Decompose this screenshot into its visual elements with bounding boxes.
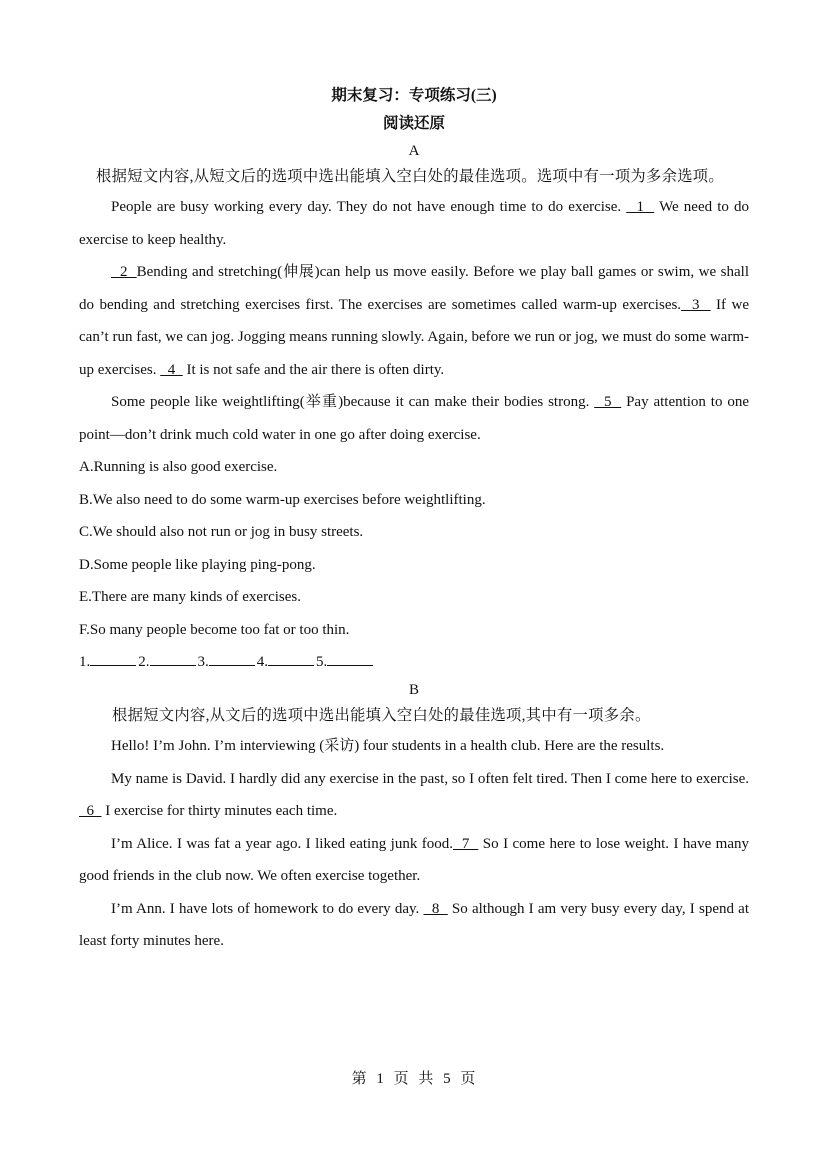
text: I’m Alice. I was fat a year ago. I liked eating junk food. <box>111 835 454 852</box>
answer-label-2: 2. <box>138 654 150 670</box>
blank-4: 4 <box>160 361 183 378</box>
blank-5: 5 <box>594 394 622 410</box>
blank-8: 8 <box>423 900 448 917</box>
option-a: A.Running is also good exercise. <box>79 459 278 475</box>
section-b-paragraph-2 <box>79 763 749 828</box>
text: If we can’t run fast, we can jog. Jogging means running slowly. Again, before we run or jog, we must do some warm-up exercises. <box>79 296 749 378</box>
section-b-paragraph-3 <box>79 828 749 893</box>
section-a-paragraph-1 <box>79 191 749 256</box>
page-title: 期末复习：专项练习(三) <box>331 87 497 104</box>
section-b-paragraph-1: Hello! I’m John. I’m interviewing (采访) four students in a health club. Here are the results. <box>111 738 665 754</box>
answer-blank-3[interactable] <box>209 651 255 666</box>
answer-blank-1[interactable] <box>90 651 136 666</box>
section-a-paragraph-2 <box>79 256 749 386</box>
text: So I come here to lose weight. I have many good friends in the club now. We often exercise together. <box>79 835 750 884</box>
page-content <box>79 83 749 958</box>
section-b-heading: B <box>408 682 419 698</box>
option-f: F.So many people become too fat or too thin. <box>79 621 350 638</box>
text: It is not safe and the air there is often dirty. <box>182 361 445 378</box>
blank-1: 1 <box>626 199 655 215</box>
answer-label-1: 1. <box>79 654 91 670</box>
blank-7: 7 <box>453 835 479 852</box>
text: Bending and stretching(伸展)can help us move easily. Before we play ball games or swim, we shall do bending and stretching exercises first. The exercises are sometimes called warm-up exercises. <box>79 264 749 313</box>
text: We need to do exercise to keep healthy. <box>79 199 750 248</box>
option-e: E.There are many kinds of exercises. <box>79 589 301 605</box>
text: Pay attention to one point—don’t drink much cold water in one go after doing exercise. <box>79 394 749 443</box>
blank-6: 6 <box>79 803 102 819</box>
section-a-instruction: 根据短文内容,从短文后的选项中选出能填入空白处的最佳选项。选项中有一项为多余选项。 <box>96 168 725 185</box>
section-b-paragraph-4 <box>79 893 749 958</box>
section-b-instruction: 根据短文内容,从文后的选项中选出能填入空白处的最佳选项,其中有一项多余。 <box>112 707 651 724</box>
answer-label-3: 3. <box>197 654 209 670</box>
option-d: D.Some people like playing ping-pong. <box>79 556 316 573</box>
text: My name is David. I hardly did any exercise in the past, so I often felt tired. Then I come here to exercise. <box>111 770 749 787</box>
answer-line <box>79 646 749 678</box>
answer-blank-4[interactable] <box>268 651 314 666</box>
text: Some people like weightlifting(举重)because it can make their bodies strong. <box>111 394 595 410</box>
page-footer: 第 1 页 共 5 页 <box>351 1071 476 1087</box>
answer-blank-5[interactable] <box>327 651 373 666</box>
option-c: C.We should also not run or jog in busy streets. <box>79 524 364 540</box>
text: People are busy working every day. They do not have enough time to do exercise. <box>111 199 627 215</box>
text: So although I am very busy every day, I spend at least forty minutes here. <box>79 900 749 949</box>
blank-2: 2 <box>111 264 137 280</box>
section-a-paragraph-3 <box>79 386 749 451</box>
blank-3: 3 <box>681 296 711 313</box>
answer-blank-2[interactable] <box>150 651 196 666</box>
answer-label-4: 4. <box>256 654 268 670</box>
answer-label-5: 5. <box>316 654 328 670</box>
section-a-heading: A <box>408 143 420 159</box>
text: I’m Ann. I have lots of homework to do every day. <box>111 900 424 917</box>
text: I exercise for thirty minutes each time. <box>101 803 338 819</box>
page-subtitle: 阅读还原 <box>382 115 445 132</box>
option-b: B.We also need to do some warm-up exercises before weightlifting. <box>79 491 486 508</box>
